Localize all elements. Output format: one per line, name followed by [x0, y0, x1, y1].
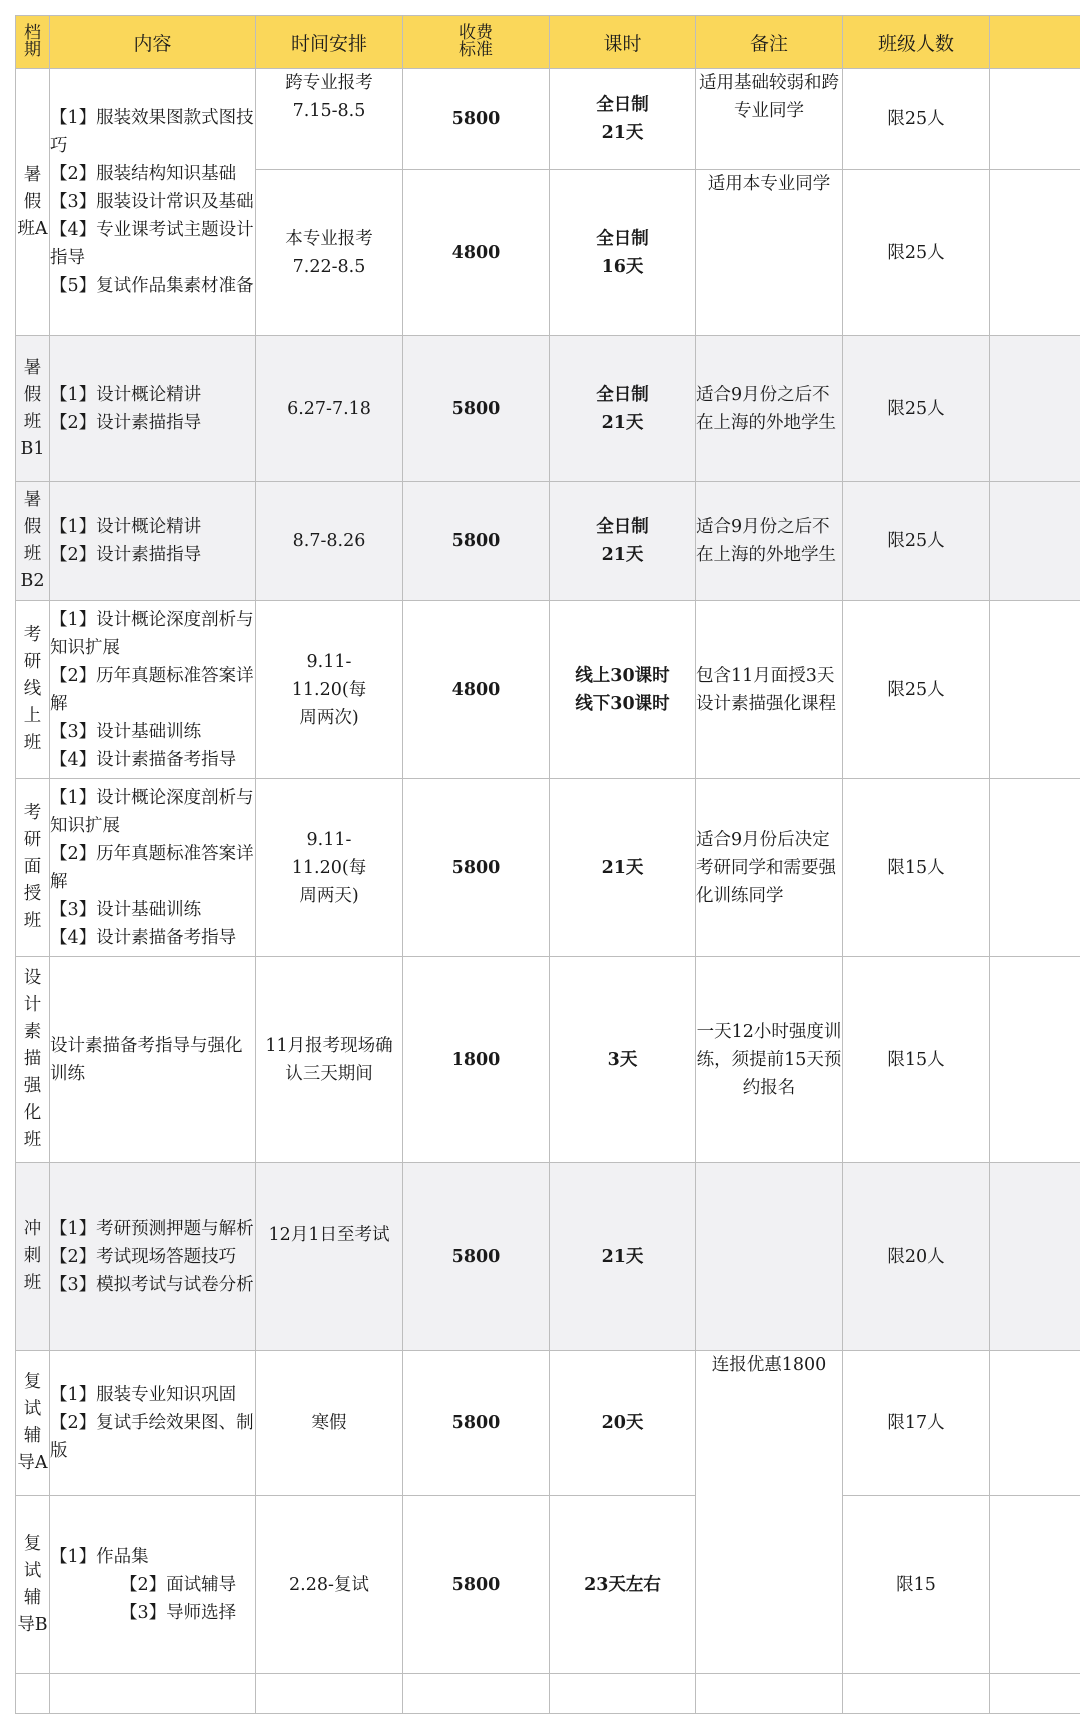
- content-line: 【1】作品集: [50, 1543, 255, 1571]
- content-line: 【4】设计素描备考指导: [50, 924, 255, 952]
- content-line: 【5】复试作品集素材准备: [50, 272, 255, 300]
- notes-cell: [696, 1163, 843, 1351]
- header-content: 内容: [50, 16, 256, 69]
- hours-cell: 20天: [550, 1351, 696, 1496]
- content-cell: [50, 1351, 256, 1496]
- content-line: 【2】历年真题标准答案详解: [50, 840, 255, 896]
- content-line: 【1】设计概论精讲: [50, 381, 255, 409]
- schedule-cell: 9.11-11.20(每周两天): [256, 779, 403, 957]
- schedule-cell: 2.28-复试: [256, 1496, 403, 1674]
- content-cell: [50, 1496, 256, 1674]
- schedule-cell: 跨专业报考7.15-8.5: [256, 69, 403, 170]
- notes-cell: 适合9月份后决定考研同学和需要强化训练同学: [696, 779, 843, 957]
- hours-cell: 3天: [550, 957, 696, 1163]
- schedule-cell: 寒假: [256, 1351, 403, 1496]
- size-cell: 限17人: [843, 1351, 990, 1496]
- schedule-cell: 12月1日至考试: [256, 1163, 403, 1351]
- fee-cell: 5800: [403, 336, 550, 482]
- table-row: [16, 482, 1080, 601]
- size-cell: 限25人: [843, 69, 990, 170]
- table-row: [16, 601, 1080, 779]
- header-fee: 收费标准: [403, 16, 550, 69]
- content-line: 【2】历年真题标准答案详解: [50, 662, 255, 718]
- fee-cell: 5800: [403, 1496, 550, 1674]
- hours-cell: 23天左右: [550, 1496, 696, 1674]
- content-line: 【2】复试手绘效果图、制版: [50, 1409, 255, 1465]
- hours-cell: 线上30课时线下30课时: [550, 601, 696, 779]
- content-line: 【1】设计概论精讲: [50, 513, 255, 541]
- content-cell: [50, 69, 256, 336]
- content-line: 【3】导师选择: [50, 1599, 255, 1627]
- course-schedule-table: [15, 15, 1080, 1714]
- table-row: [16, 336, 1080, 482]
- content-line: 【1】服装效果图款式图技巧: [50, 104, 255, 160]
- notes-cell: 包含11月面授3天设计素描强化课程: [696, 601, 843, 779]
- content-line: 【4】专业课考试主题设计指导: [50, 216, 255, 272]
- content-line: 【1】考研预测押题与解析: [50, 1215, 255, 1243]
- fee-cell: 5800: [403, 69, 550, 170]
- size-cell: 限20人: [843, 1163, 990, 1351]
- size-cell: 限25人: [843, 336, 990, 482]
- content-line: 【1】设计概论深度剖析与知识扩展: [50, 606, 255, 662]
- size-cell: 限25人: [843, 170, 990, 336]
- period-cell: 考研线上班: [16, 601, 50, 779]
- fee-cell: 4800: [403, 170, 550, 336]
- content-cell: [50, 1163, 256, 1351]
- schedule-cell: 9.11-11.20(每周两次): [256, 601, 403, 779]
- content-line: 【3】服装设计常识及基础: [50, 188, 255, 216]
- header-hours: 课时: [550, 16, 696, 69]
- content-line: 【2】设计素描指导: [50, 541, 255, 569]
- hours-cell: 全日制21天: [550, 336, 696, 482]
- notes-cell: 适用本专业同学: [696, 170, 843, 336]
- header-notes: 备注: [696, 16, 843, 69]
- content-line: 【1】服装专业知识巩固: [50, 1381, 255, 1409]
- period-cell: 暑假班A: [16, 69, 50, 336]
- content-cell: [50, 336, 256, 482]
- table-row: [16, 1674, 1080, 1714]
- schedule-cell: 11月报考现场确认三天期间: [256, 957, 403, 1163]
- table-row: [16, 957, 1080, 1163]
- size-cell: 限15人: [843, 957, 990, 1163]
- hours-cell: 全日制21天: [550, 69, 696, 170]
- content-cell: [50, 482, 256, 601]
- hours-cell: 全日制16天: [550, 170, 696, 336]
- content-line: 【3】设计基础训练: [50, 718, 255, 746]
- content-cell: [50, 601, 256, 779]
- period-cell: 复试辅导B: [16, 1496, 50, 1674]
- schedule-cell: 本专业报考7.22-8.5: [256, 170, 403, 336]
- table-row: [16, 1351, 1080, 1496]
- content-line: 【2】服装结构知识基础: [50, 160, 255, 188]
- fee-cell: 5800: [403, 779, 550, 957]
- table-row: [16, 1496, 1080, 1674]
- header-period: 档期: [16, 16, 50, 69]
- period-cell: 暑假班B2: [16, 482, 50, 601]
- period-cell: 复试辅导A: [16, 1351, 50, 1496]
- notes-cell: 适用基础较弱和跨专业同学: [696, 69, 843, 170]
- header-row: [16, 16, 1080, 69]
- content-line: 【2】考试现场答题技巧: [50, 1243, 255, 1271]
- content-line: 设计素描备考指导与强化训练: [50, 1032, 255, 1088]
- notes-cell: 适合9月份之后不在上海的外地学生: [696, 336, 843, 482]
- header-size: 班级人数: [843, 16, 990, 69]
- header-schedule: 时间安排: [256, 16, 403, 69]
- notes-cell: 适合9月份之后不在上海的外地学生: [696, 482, 843, 601]
- period-cell: 设计素描强化班: [16, 957, 50, 1163]
- size-cell: 限25人: [843, 482, 990, 601]
- hours-cell: 21天: [550, 1163, 696, 1351]
- content-line: 【3】设计基础训练: [50, 896, 255, 924]
- header-stub: [990, 16, 1080, 69]
- content-line: 【4】设计素描备考指导: [50, 746, 255, 774]
- size-cell: 限25人: [843, 601, 990, 779]
- table-row: [16, 779, 1080, 957]
- content-line: 【1】设计概论深度剖析与知识扩展: [50, 784, 255, 840]
- size-cell: 限15: [843, 1496, 990, 1674]
- content-line: 【2】设计素描指导: [50, 409, 255, 437]
- fee-cell: 5800: [403, 482, 550, 601]
- schedule-cell: 6.27-7.18: [256, 336, 403, 482]
- table-row: [16, 69, 1080, 170]
- period-cell: 冲刺班: [16, 1163, 50, 1351]
- schedule-cell: 8.7-8.26: [256, 482, 403, 601]
- size-cell: 限15人: [843, 779, 990, 957]
- content-line: 【2】面试辅导: [50, 1571, 255, 1599]
- period-cell: 暑假班B1: [16, 336, 50, 482]
- content-cell: [50, 779, 256, 957]
- content-cell: [50, 957, 256, 1163]
- fee-cell: 5800: [403, 1351, 550, 1496]
- fee-cell: 1800: [403, 957, 550, 1163]
- notes-cell: 一天12小时强度训练，须提前15天预约报名: [696, 957, 843, 1163]
- fee-cell: 5800: [403, 1163, 550, 1351]
- period-cell: 考研面授班: [16, 779, 50, 957]
- hours-cell: 全日制21天: [550, 482, 696, 601]
- hours-cell: 21天: [550, 779, 696, 957]
- content-line: 【3】模拟考试与试卷分析: [50, 1271, 255, 1299]
- fee-cell: 4800: [403, 601, 550, 779]
- notes-cell: 连报优惠1800: [696, 1351, 843, 1674]
- table-row: [16, 1163, 1080, 1351]
